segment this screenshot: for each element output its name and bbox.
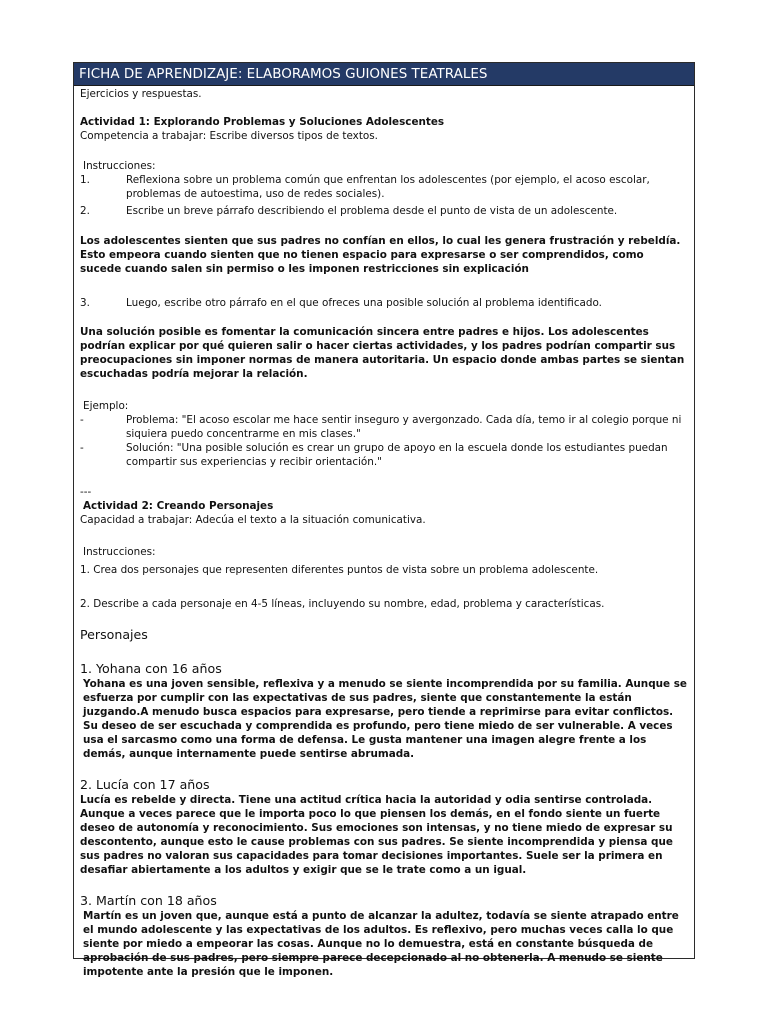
activity1-answer-2: Una solución posible es fomentar la comunicación sincera entre padres e hijos. Los adolescentes podrían explicar por qué quieren salir o hacer ciertas actividades, y los padres podrían compartir sus preocupaciones sin imponer normas de manera autoritaria. Un espacio donde ambas partes se sientan escuchadas podría mejorar la relación. [80, 326, 685, 380]
worksheet [73, 62, 695, 978]
step-text: Luego, escribe otro párrafo en el que ofreces una posible solución al problema identificado. [126, 297, 602, 309]
activity1-step-3 [80, 296, 688, 310]
character-description-martin: Martín es un joven que, aunque está a punto de alcanzar la adultez, todavía se siente atrapado entre el mundo adolescente y las expectativas de los adultos. Es reflexivo, pero muchas veces calla lo que siente por miedo a empeorar las cosas. Aunque no lo demuestra, está en constante búsqueda de aprobación de sus padres, pero siempre parece decepcionado al no obtenerla. A menudo se siente impotente ante la presión que le imponen. [83, 910, 679, 978]
example-problem [80, 413, 688, 441]
example-text: Solución: "Una posible solución es crear un grupo de apoyo en la escuela donde los estudiantes puedan compartir sus experiencias y recibir orientación." [126, 442, 668, 468]
activity1-step-1 [80, 173, 688, 201]
character-name-yohana: 1. Yohana con 16 años [80, 661, 222, 676]
character-name-lucia: 2. Lucía con 17 años [80, 777, 210, 792]
step-number: 3. [80, 297, 90, 309]
activity2-capacity: Capacidad a trabajar: Adecúa el texto a la situación comunicativa. [80, 514, 426, 526]
example-solution [80, 441, 688, 469]
intro-text: Ejercicios y respuestas. [80, 88, 202, 100]
character-name-martin: 3. Martín con 18 años [80, 893, 217, 908]
worksheet-title: FICHA DE APRENDIZAJE: ELABORAMOS GUIONES TEATRALES [74, 63, 694, 86]
activity1-title: Actividad 1: Explorando Problemas y Soluciones Adolescentes [80, 116, 445, 128]
activity1-instructions-label: Instrucciones: [83, 160, 156, 172]
activity1-competence: Competencia a trabajar: Escribe diversos tipos de textos. [80, 130, 378, 142]
step-number: 2. [80, 205, 90, 217]
activity1-step-2 [80, 204, 688, 218]
activity2-step-2: 2. Describe a cada personaje en 4-5 líneas, incluyendo su nombre, edad, problema y características. [80, 598, 605, 610]
character-description-lucia: Lucía es rebelde y directa. Tiene una actitud crítica hacia la autoridad y odia sentirse controlada. Aunque a veces parece que le importa poco lo que piensen los demás, en el fondo siente un fuerte deseo de autonomía y reconocimiento. Sus emociones son intensas, y no tiene miedo de expresar su descontento, aunque esto le cause problemas con sus padres. Se siente incomprendida y piensa que sus padres no valoran sus capacidades para tomar decisiones importantes. Suele ser la primera en desafiar abiertamente a los adultos y exigir que se le trate como a un igual. [80, 794, 673, 876]
bullet: - [80, 414, 84, 426]
step-number: 1. [80, 174, 90, 186]
worksheet-content [74, 86, 694, 979]
step-text: Reflexiona sobre un problema común que enfrentan los adolescentes (por ejemplo, el acoso escolar, problemas de autoestima, uso de redes sociales). [126, 174, 650, 200]
separator: --- [80, 486, 92, 498]
example-label: Ejemplo: [83, 400, 129, 412]
characters-heading: Personajes [80, 627, 148, 642]
step-text: Escribe un breve párrafo describiendo el problema desde el punto de vista de un adolescente. [126, 205, 618, 217]
character-description-yohana: Yohana es una joven sensible, reflexiva y a menudo se siente incomprendida por su familia. Aunque se esfuerza por cumplir con las expectativas de sus padres, siente que constantemente la están juzgando.A menudo busca espacios para expresarse, pero tiende a reprimirse para evitar conflictos. Su deseo de ser escuchada y comprendida es profundo, pero tiene miedo de ser vulnerable. A veces usa el sarcasmo como una forma de defensa. Le gusta mantener una imagen alegre frente a los demás, aunque internamente puede sentirse abrumada. [83, 678, 687, 760]
activity2-instructions-label: Instrucciones: [83, 546, 156, 558]
example-text: Problema: "El acoso escolar me hace sentir inseguro y avergonzado. Cada día, temo ir al colegio porque ni siquiera puedo concentrarme en mis clases." [126, 414, 682, 440]
activity1-answer-1: Los adolescentes sienten que sus padres no confían en ellos, lo cual les genera frustración y rebeldía. Esto empeora cuando sienten que no tienen espacio para expresarse o ser comprendidos, como sucede cuando salen sin permiso o les imponen restricciones sin explicación [80, 235, 681, 275]
bullet: - [80, 442, 84, 454]
activity2-step-1: 1. Crea dos personajes que representen diferentes puntos de vista sobre un problema adolescente. [80, 564, 599, 576]
activity2-title: Actividad 2: Creando Personajes [83, 500, 274, 512]
